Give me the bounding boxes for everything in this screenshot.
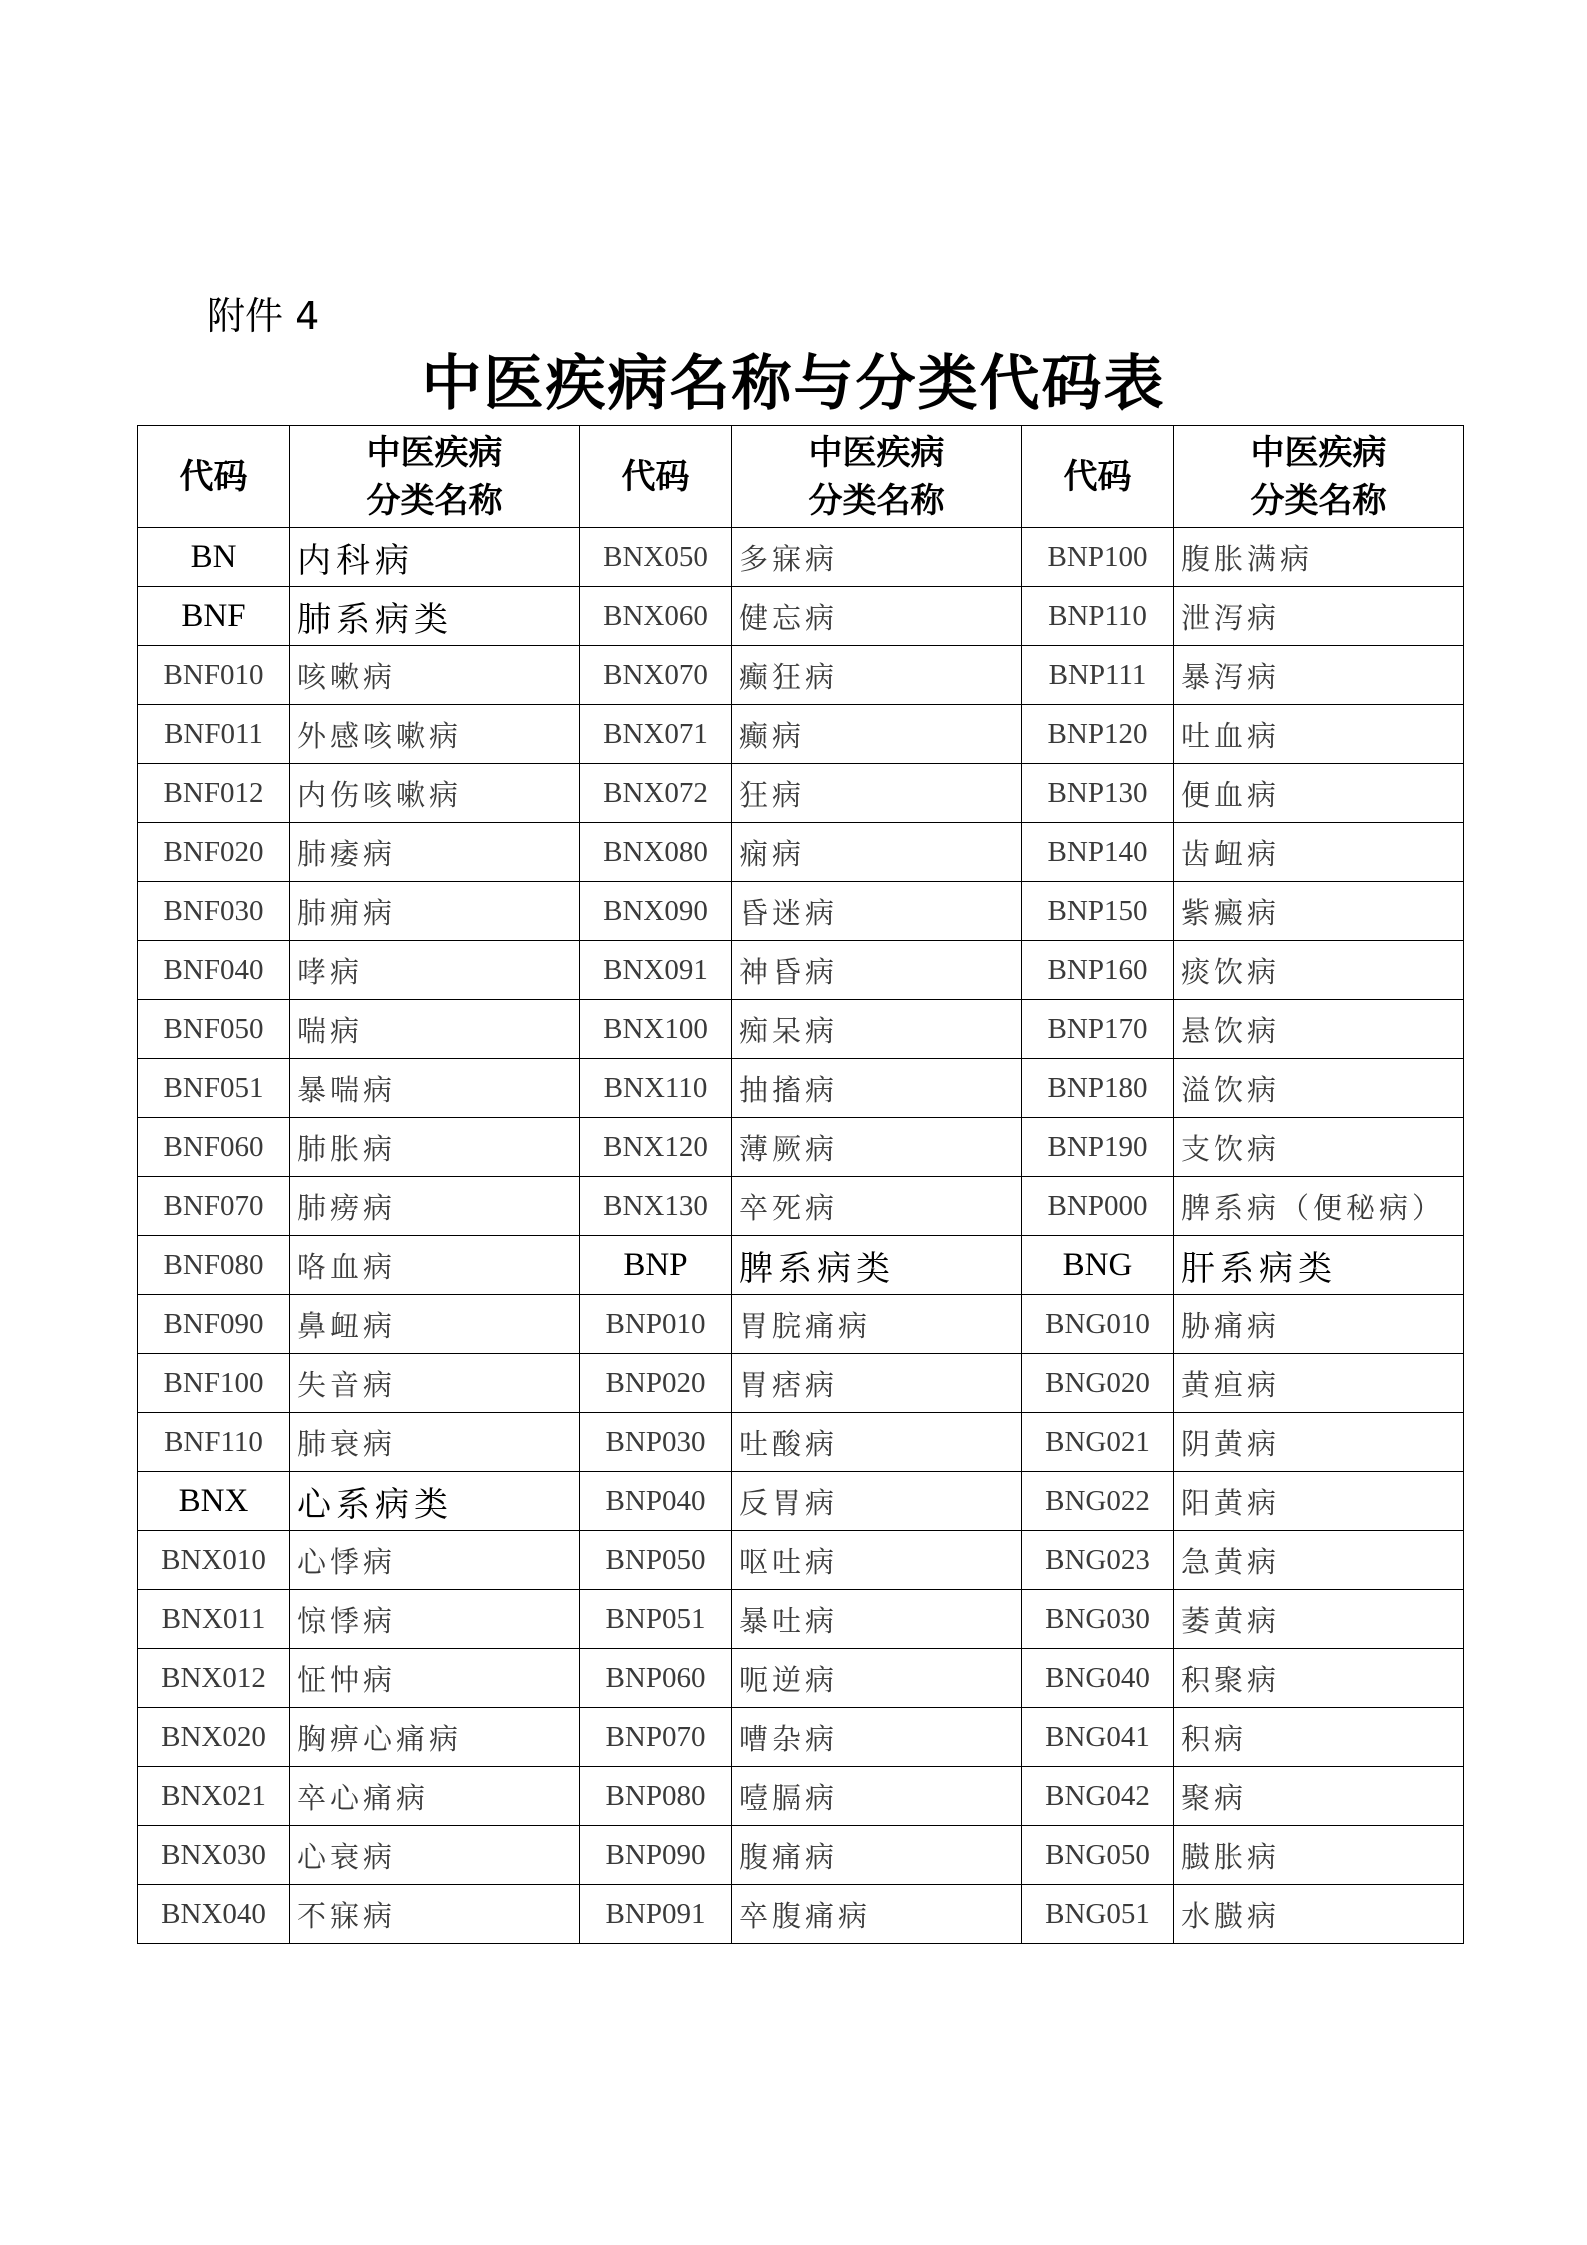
header-name — [290, 426, 580, 528]
disease-code-cell: BNX130 — [580, 1177, 732, 1236]
table-row — [138, 1472, 1464, 1531]
disease-name-cell: 胸痹心痛病 — [290, 1708, 580, 1767]
header-code: 代码 — [138, 426, 290, 528]
disease-code-cell: BNF050 — [138, 1000, 290, 1059]
category-code-cell: BNX — [138, 1472, 290, 1531]
disease-code-cell: BNG051 — [1022, 1885, 1174, 1944]
disease-name-cell: 咳嗽病 — [290, 646, 580, 705]
disease-name-cell: 积聚病 — [1174, 1649, 1464, 1708]
disease-code-cell: BNF080 — [138, 1236, 290, 1295]
page-title: 中医疾病名称与分类代码表 — [421, 349, 1166, 419]
disease-code-cell: BNP150 — [1022, 882, 1174, 941]
disease-name-cell: 阳黄病 — [1174, 1472, 1464, 1531]
disease-code-cell: BNP160 — [1022, 941, 1174, 1000]
category-code-cell: BNP — [580, 1236, 732, 1295]
disease-code-cell: BNX090 — [580, 882, 732, 941]
disease-code-cell: BNP051 — [580, 1590, 732, 1649]
disease-code-cell: BNP030 — [580, 1413, 732, 1472]
disease-name-cell: 昏迷病 — [732, 882, 1022, 941]
table-row — [138, 1354, 1464, 1413]
disease-name-cell: 水臌病 — [1174, 1885, 1464, 1944]
disease-name-cell: 外感咳嗽病 — [290, 705, 580, 764]
table-row — [138, 1295, 1464, 1354]
disease-name-cell: 肺胀病 — [290, 1118, 580, 1177]
table-row — [138, 764, 1464, 823]
disease-name-cell: 便血病 — [1174, 764, 1464, 823]
category-code-cell: BNG — [1022, 1236, 1174, 1295]
disease-name-cell: 溢饮病 — [1174, 1059, 1464, 1118]
disease-code-cell: BNF020 — [138, 823, 290, 882]
table-row — [138, 1236, 1464, 1295]
disease-code-cell: BNP100 — [1022, 528, 1174, 587]
disease-code-cell: BNX060 — [580, 587, 732, 646]
table-header-row — [138, 426, 1464, 528]
disease-name-cell: 支饮病 — [1174, 1118, 1464, 1177]
table-row — [138, 1000, 1464, 1059]
disease-name-cell: 腹胀满病 — [1174, 528, 1464, 587]
disease-code-cell: BNF090 — [138, 1295, 290, 1354]
table-row — [138, 1118, 1464, 1177]
header-name — [1174, 426, 1464, 528]
disease-code-cell: BNX012 — [138, 1649, 290, 1708]
disease-name-cell: 吐血病 — [1174, 705, 1464, 764]
table-row — [138, 1531, 1464, 1590]
category-name-cell: 内科病 — [290, 528, 580, 587]
header-code: 代码 — [580, 426, 732, 528]
attachment-label: 附件 4 — [207, 294, 320, 338]
table-row — [138, 882, 1464, 941]
table-row — [138, 1708, 1464, 1767]
disease-name-cell: 癫病 — [732, 705, 1022, 764]
disease-name-cell: 黄疸病 — [1174, 1354, 1464, 1413]
disease-name-cell: 神昏病 — [732, 941, 1022, 1000]
disease-name-cell: 悬饮病 — [1174, 1000, 1464, 1059]
header-name — [732, 426, 1022, 528]
disease-code-cell: BNF011 — [138, 705, 290, 764]
disease-code-cell: BNP190 — [1022, 1118, 1174, 1177]
disease-code-cell: BNG050 — [1022, 1826, 1174, 1885]
header-name-line2: 分类名称 — [1250, 480, 1387, 521]
disease-code-cell: BNX110 — [580, 1059, 732, 1118]
header-name-line1: 中医疾病 — [808, 432, 945, 473]
disease-code-cell: BNX071 — [580, 705, 732, 764]
disease-name-cell: 胃痞病 — [732, 1354, 1022, 1413]
disease-name-cell: 肺痿病 — [290, 823, 580, 882]
table-row — [138, 1590, 1464, 1649]
disease-code-cell: BNP060 — [580, 1649, 732, 1708]
disease-code-cell: BNG023 — [1022, 1531, 1174, 1590]
disease-code-cell: BNG022 — [1022, 1472, 1174, 1531]
header-name-line2: 分类名称 — [366, 480, 503, 521]
disease-code-cell: BNP090 — [580, 1826, 732, 1885]
disease-code-cell: BNP080 — [580, 1767, 732, 1826]
disease-code-cell: BNF060 — [138, 1118, 290, 1177]
disease-code-cell: BNX072 — [580, 764, 732, 823]
disease-code-cell: BNG010 — [1022, 1295, 1174, 1354]
disease-code-cell: BNP070 — [580, 1708, 732, 1767]
disease-name-cell: 胃脘痛病 — [732, 1295, 1022, 1354]
header-name-line1: 中医疾病 — [366, 432, 503, 473]
disease-code-table — [137, 425, 1464, 1944]
disease-name-cell: 紫癜病 — [1174, 882, 1464, 941]
disease-name-cell: 抽搐病 — [732, 1059, 1022, 1118]
disease-name-cell: 痰饮病 — [1174, 941, 1464, 1000]
disease-name-cell: 积病 — [1174, 1708, 1464, 1767]
disease-code-cell: BNG030 — [1022, 1590, 1174, 1649]
disease-name-cell: 失音病 — [290, 1354, 580, 1413]
disease-code-cell: BNX091 — [580, 941, 732, 1000]
category-name-cell: 肝系病类 — [1174, 1236, 1464, 1295]
table-row — [138, 941, 1464, 1000]
disease-code-cell: BNP050 — [580, 1531, 732, 1590]
disease-name-cell: 阴黄病 — [1174, 1413, 1464, 1472]
disease-name-cell: 暴喘病 — [290, 1059, 580, 1118]
table-row — [138, 1767, 1464, 1826]
disease-name-cell: 健忘病 — [732, 587, 1022, 646]
disease-code-cell: BNP111 — [1022, 646, 1174, 705]
disease-name-cell: 胁痛病 — [1174, 1295, 1464, 1354]
disease-name-cell: 吐酸病 — [732, 1413, 1022, 1472]
disease-code-cell: BNX080 — [580, 823, 732, 882]
disease-code-cell: BNF110 — [138, 1413, 290, 1472]
disease-code-cell: BNP140 — [1022, 823, 1174, 882]
disease-name-cell: 咯血病 — [290, 1236, 580, 1295]
disease-code-cell: BNX070 — [580, 646, 732, 705]
category-code-cell: BNF — [138, 587, 290, 646]
disease-code-cell: BNF012 — [138, 764, 290, 823]
disease-code-cell: BNP040 — [580, 1472, 732, 1531]
disease-name-cell: 卒心痛病 — [290, 1767, 580, 1826]
disease-name-cell: 聚病 — [1174, 1767, 1464, 1826]
disease-code-cell: BNP110 — [1022, 587, 1174, 646]
disease-name-cell: 泄泻病 — [1174, 587, 1464, 646]
disease-code-cell: BNP020 — [580, 1354, 732, 1413]
disease-code-cell: BNX020 — [138, 1708, 290, 1767]
disease-code-cell: BNX021 — [138, 1767, 290, 1826]
table-row — [138, 646, 1464, 705]
disease-name-cell: 肺痈病 — [290, 882, 580, 941]
category-name-cell: 肺系病类 — [290, 587, 580, 646]
table-row — [138, 1649, 1464, 1708]
disease-name-cell: 痫病 — [732, 823, 1022, 882]
disease-code-cell: BNG040 — [1022, 1649, 1174, 1708]
disease-name-cell: 肺衰病 — [290, 1413, 580, 1472]
disease-name-cell: 臌胀病 — [1174, 1826, 1464, 1885]
disease-name-cell: 肺痨病 — [290, 1177, 580, 1236]
disease-code-cell: BNF100 — [138, 1354, 290, 1413]
disease-name-cell: 暴吐病 — [732, 1590, 1022, 1649]
table-row — [138, 587, 1464, 646]
disease-name-cell: 鼻衄病 — [290, 1295, 580, 1354]
disease-name-cell: 痴呆病 — [732, 1000, 1022, 1059]
disease-code-cell: BNP000 — [1022, 1177, 1174, 1236]
disease-name-cell: 卒腹痛病 — [732, 1885, 1022, 1944]
disease-code-cell: BNX040 — [138, 1885, 290, 1944]
disease-name-cell: 脾系病（便秘病） — [1174, 1177, 1464, 1236]
disease-code-cell: BNP010 — [580, 1295, 732, 1354]
category-name-cell: 脾系病类 — [732, 1236, 1022, 1295]
disease-name-cell: 怔忡病 — [290, 1649, 580, 1708]
table-row — [138, 823, 1464, 882]
header-code: 代码 — [1022, 426, 1174, 528]
disease-name-cell: 萎黄病 — [1174, 1590, 1464, 1649]
disease-code-cell: BNG042 — [1022, 1767, 1174, 1826]
disease-name-cell: 哮病 — [290, 941, 580, 1000]
disease-name-cell: 呃逆病 — [732, 1649, 1022, 1708]
disease-name-cell: 嘈杂病 — [732, 1708, 1022, 1767]
disease-code-cell: BNX120 — [580, 1118, 732, 1177]
disease-code-cell: BNG020 — [1022, 1354, 1174, 1413]
disease-code-cell: BNP180 — [1022, 1059, 1174, 1118]
table-row — [138, 1826, 1464, 1885]
disease-code-cell: BNP170 — [1022, 1000, 1174, 1059]
table-row — [138, 528, 1464, 587]
disease-code-cell: BNP091 — [580, 1885, 732, 1944]
disease-name-cell: 齿衄病 — [1174, 823, 1464, 882]
disease-code-cell: BNP120 — [1022, 705, 1174, 764]
category-code-cell: BN — [138, 528, 290, 587]
disease-name-cell: 急黄病 — [1174, 1531, 1464, 1590]
disease-name-cell: 不寐病 — [290, 1885, 580, 1944]
disease-name-cell: 反胃病 — [732, 1472, 1022, 1531]
disease-code-cell: BNF040 — [138, 941, 290, 1000]
disease-code-cell: BNP130 — [1022, 764, 1174, 823]
disease-name-cell: 内伤咳嗽病 — [290, 764, 580, 823]
header-name-line1: 中医疾病 — [1250, 432, 1387, 473]
disease-name-cell: 卒死病 — [732, 1177, 1022, 1236]
disease-name-cell: 癫狂病 — [732, 646, 1022, 705]
category-name-cell: 心系病类 — [290, 1472, 580, 1531]
disease-name-cell: 多寐病 — [732, 528, 1022, 587]
disease-code-cell: BNF010 — [138, 646, 290, 705]
disease-name-cell: 心悸病 — [290, 1531, 580, 1590]
disease-name-cell: 薄厥病 — [732, 1118, 1022, 1177]
disease-code-cell: BNX011 — [138, 1590, 290, 1649]
disease-name-cell: 暴泻病 — [1174, 646, 1464, 705]
disease-code-cell: BNX010 — [138, 1531, 290, 1590]
disease-name-cell: 狂病 — [732, 764, 1022, 823]
disease-name-cell: 心衰病 — [290, 1826, 580, 1885]
disease-name-cell: 呕吐病 — [732, 1531, 1022, 1590]
disease-name-cell: 喘病 — [290, 1000, 580, 1059]
table-body — [138, 528, 1464, 1944]
disease-name-cell: 腹痛病 — [732, 1826, 1022, 1885]
header-name-line2: 分类名称 — [808, 480, 945, 521]
disease-code-cell: BNG041 — [1022, 1708, 1174, 1767]
disease-code-cell: BNG021 — [1022, 1413, 1174, 1472]
disease-code-cell: BNX030 — [138, 1826, 290, 1885]
table-row — [138, 1177, 1464, 1236]
disease-code-cell: BNF051 — [138, 1059, 290, 1118]
disease-code-cell: BNF070 — [138, 1177, 290, 1236]
disease-code-cell: BNX050 — [580, 528, 732, 587]
table-row — [138, 705, 1464, 764]
disease-name-cell: 惊悸病 — [290, 1590, 580, 1649]
disease-name-cell: 噎膈病 — [732, 1767, 1022, 1826]
table-row — [138, 1413, 1464, 1472]
disease-code-cell: BNF030 — [138, 882, 290, 941]
disease-code-cell: BNX100 — [580, 1000, 732, 1059]
table-row — [138, 1885, 1464, 1944]
table-row — [138, 1059, 1464, 1118]
